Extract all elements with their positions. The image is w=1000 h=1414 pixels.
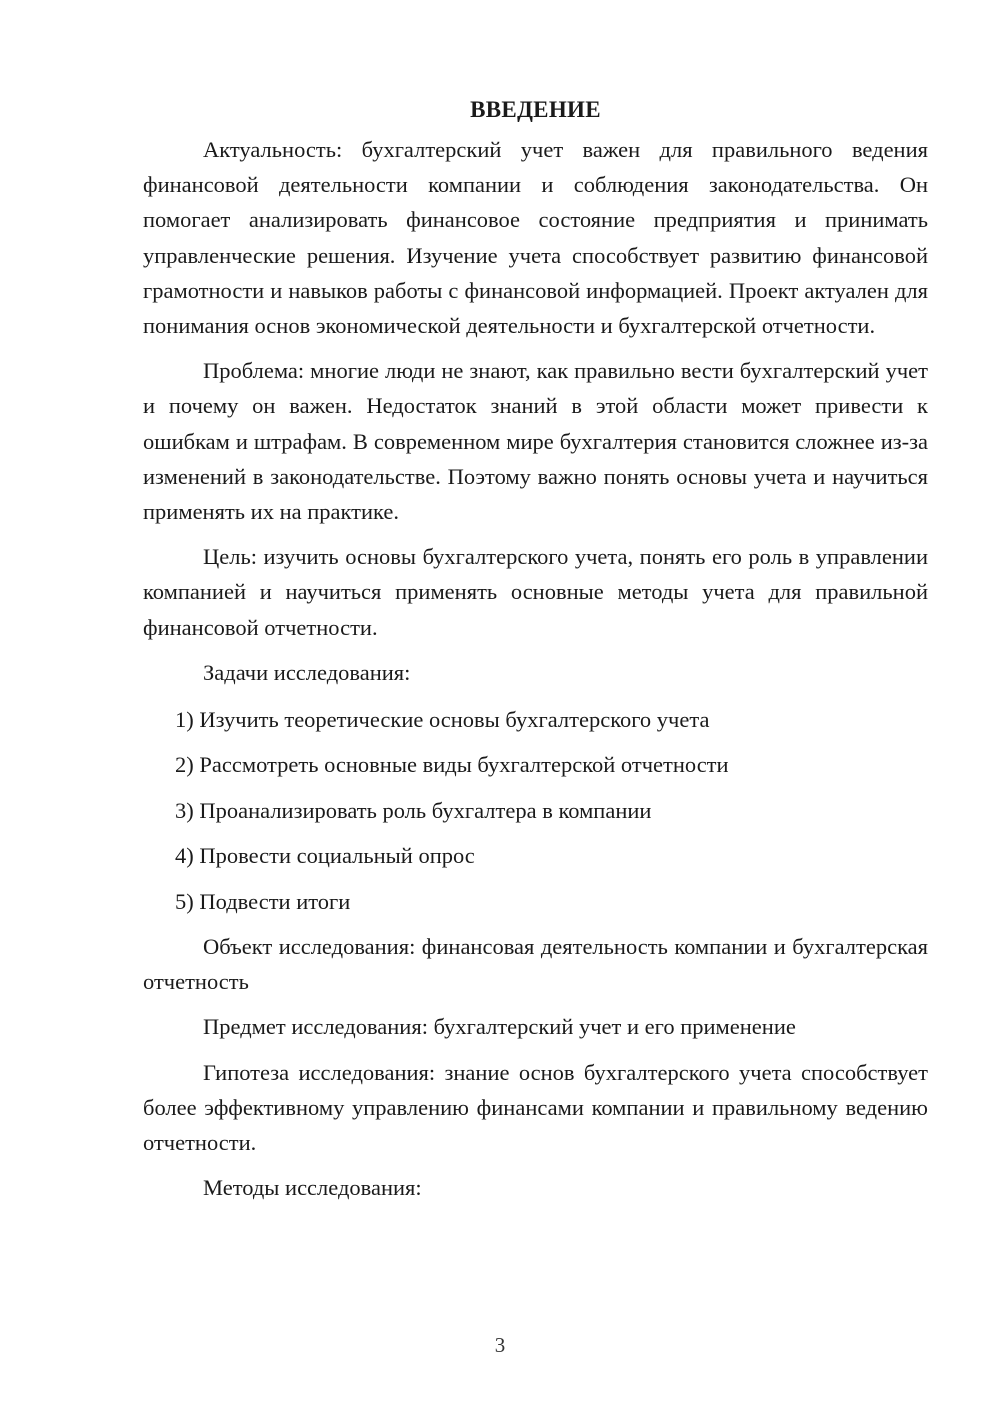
paragraph-hypothesis: Гипотеза исследования: знание основ бухгалтерского учета способствует более эффективному управлению финансами компании и правильному ведению отчетности. (143, 1059, 928, 1156)
paragraph-goal: Цель: изучить основы бухгалтерского учета, понять его роль в управлении компанией и научиться применять основные методы учета для правильной финансовой отчетности. (143, 544, 928, 640)
page-number: 3 (494, 1333, 506, 1357)
list-item: 1) Изучить теоретические основы бухгалтерского учета (175, 707, 710, 733)
paragraph-relevance: Актуальность: бухгалтерский учет важен для правильного ведения финансовой деятельности компании и соблюдения законодательства. Он помогает анализировать финансовое состояние предприятия и принимать управленческие решения. Изучение учета способствует развитию финансовой грамотности и навыков работы с финансовой информацией. Проект актуален для понимания основ экономической деятельности и бухгалтерской отчетности. (143, 137, 928, 339)
section-heading: ВВЕДЕНИЕ (470, 97, 601, 122)
list-item: 4) Провести социальный опрос (175, 843, 475, 869)
paragraph-methods: Методы исследования: (203, 1175, 422, 1201)
document-page (143, 88, 928, 1215)
paragraph-tasks-heading: Задачи исследования: (203, 659, 411, 685)
tasks-list (143, 702, 928, 919)
list-item: 2) Рассмотреть основные виды бухгалтерской отчетности (175, 752, 729, 778)
paragraph-problem: Проблема: многие люди не знают, как правильно вести бухгалтерский учет и почему он важен. Недостаток знаний в этой области может привести к ошибкам и штрафам. В современном мире бухгалтерия становится сложнее из-за изменений в законодательстве. Поэтому важно понять основы учета и научиться применять их на практике. (143, 358, 928, 525)
paragraph-subject: Предмет исследования: бухгалтерский учет и его применение (203, 1014, 796, 1040)
list-item: 5) Подвести итоги (175, 888, 351, 914)
list-item: 3) Проанализировать роль бухгалтера в компании (175, 797, 652, 823)
paragraph-object: Объект исследования: финансовая деятельность компании и бухгалтерская отчетность (143, 934, 928, 995)
